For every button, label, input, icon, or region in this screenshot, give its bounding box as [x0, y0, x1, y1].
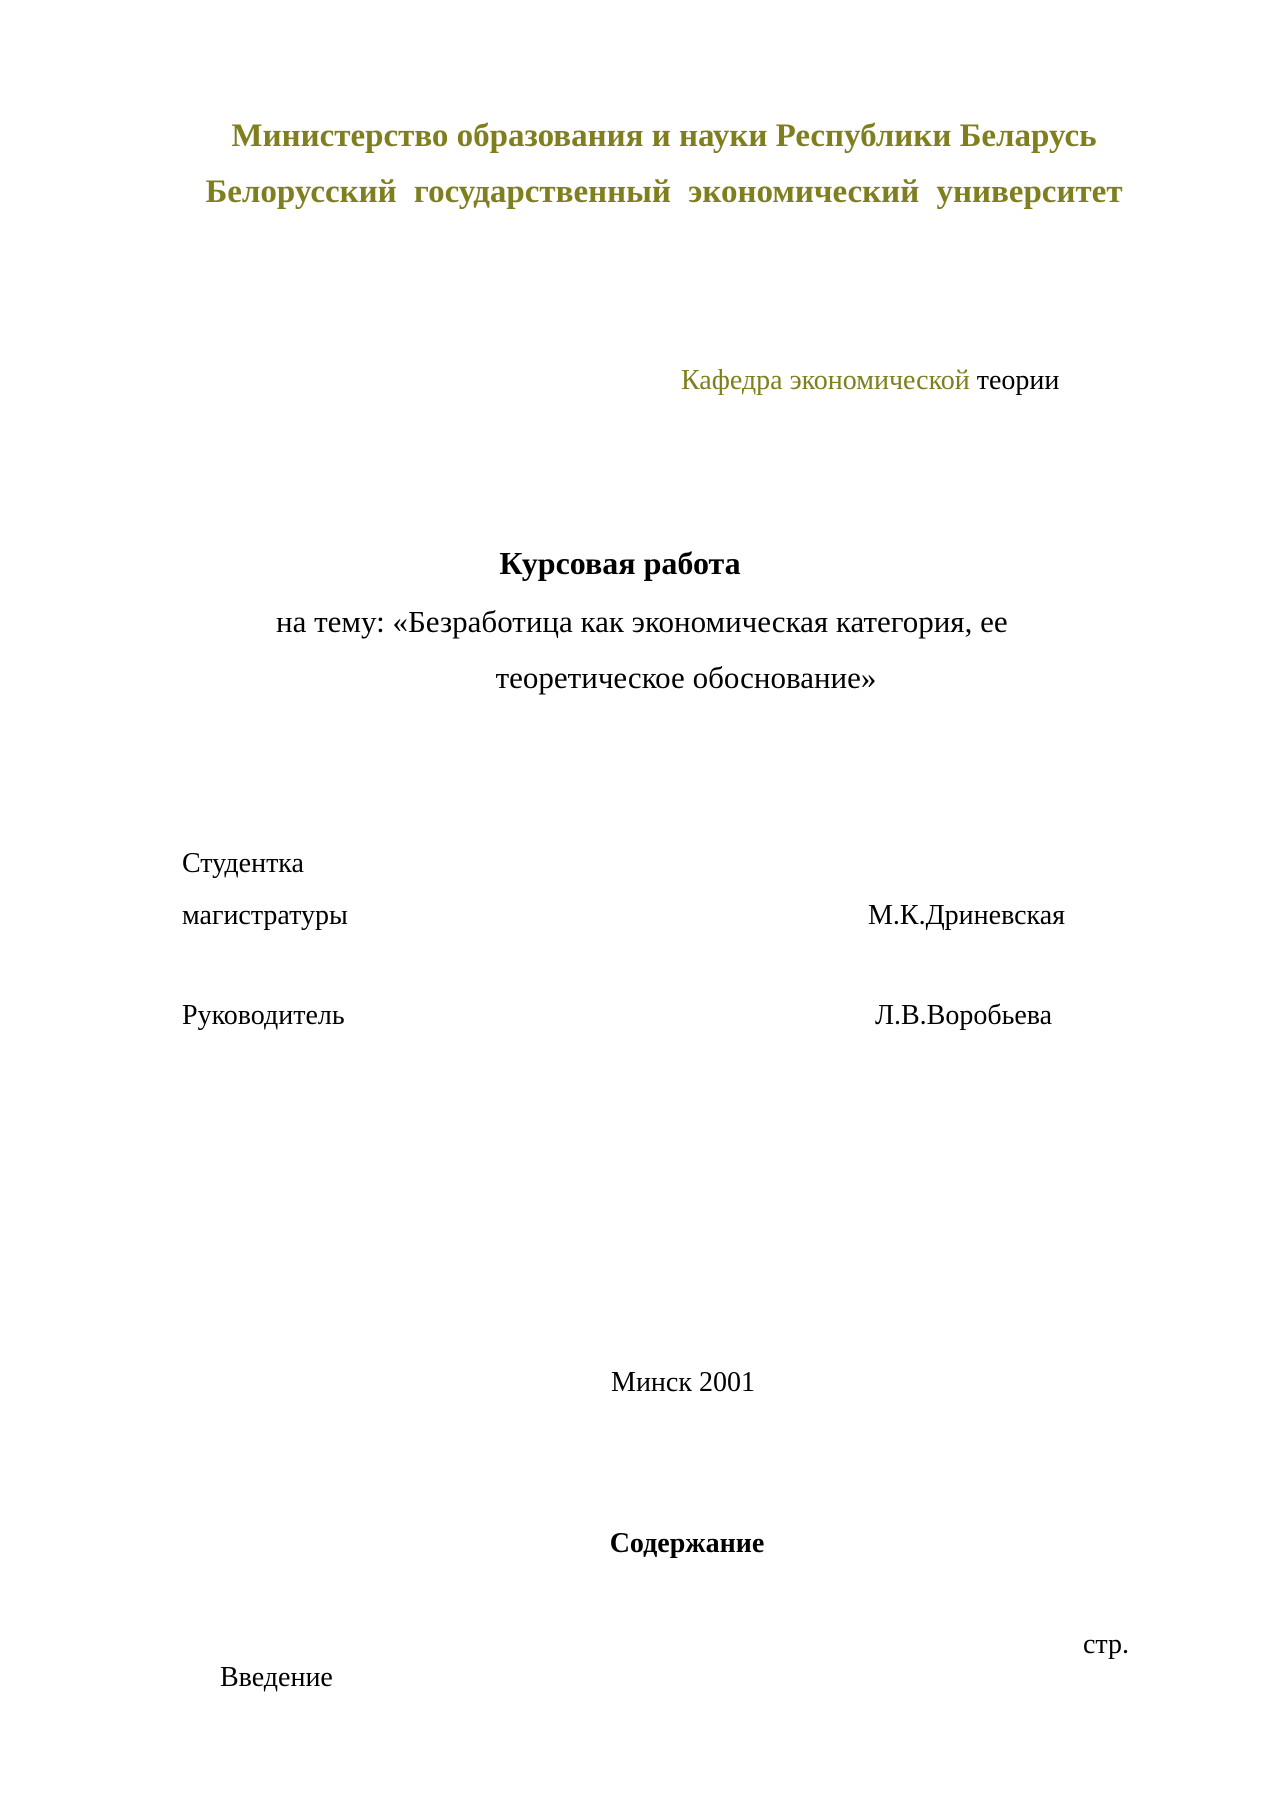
place-year: Минск 2001	[611, 1367, 755, 1398]
department-name: Кафедра экономической	[681, 365, 970, 396]
advisor-label: Руководитель	[182, 1000, 345, 1031]
topic-line-2: теоретическое обоснование»	[495, 660, 877, 695]
department-label	[681, 365, 1059, 397]
advisor-name: Л.В.Воробьева	[875, 1000, 1053, 1031]
student-label-line-1: Студентка	[182, 848, 304, 879]
student-label-line-2: магистратуры	[182, 900, 348, 931]
contents-title: Содержание	[609, 1528, 765, 1559]
work-type-title: Курсовая работа	[499, 545, 741, 581]
contents-item-introduction: Введение	[220, 1662, 333, 1693]
student-name: М.К.Дриневская	[868, 900, 1066, 931]
ministry-heading: Министерство образования и науки Республики Беларусь	[231, 118, 1097, 154]
department-suffix: теории	[969, 365, 1060, 396]
contents-page-header: стр.	[1083, 1629, 1130, 1660]
topic-line-1: на тему: «Безработица как экономическая категория, ее	[276, 604, 1008, 639]
university-heading: Белорусский государственный экономический университет	[205, 174, 1123, 210]
